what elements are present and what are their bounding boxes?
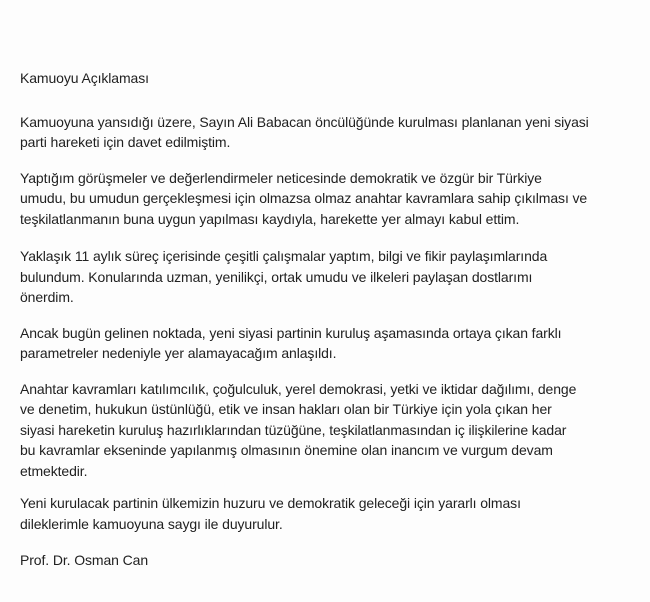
paragraph-line: siyasi hareketin kuruluş hazırlıklarından tüzüğüne, teşkilatlanmasından iç ilişkilerine kadar: [20, 421, 567, 438]
document-title: Kamuoyu Açıklaması: [20, 70, 149, 86]
paragraph-key-concepts: [20, 379, 632, 482]
paragraph-line: Yeni kurulacak partinin ülkemizin huzuru ve demokratik geleceği için yararlı olması: [20, 495, 521, 511]
paragraph-line: Yaptığım görüşmeler ve değerlendirmeler neticesinde demokratik ve özgür bir Türkiye: [20, 169, 542, 186]
paragraph-withdrawal: [20, 323, 632, 364]
paragraph-line: Yaklaşık 11 aylık süreç içerisinde çeşitli çalışmalar yaptım, bilgi ve fikir paylaşımlarında: [20, 248, 548, 264]
paragraph-invitation: [20, 112, 632, 153]
paragraph-line: parti hareketi için davet edilmiştim.: [20, 134, 231, 150]
paragraph-line: Kamuoyuna yansıdığı üzere, Sayın Ali Babacan öncülüğünde kurulması planlanan yeni siyasi: [20, 113, 589, 130]
paragraph-line: etmektedir.: [20, 462, 88, 479]
paragraph-acceptance: [20, 168, 632, 230]
paragraph-line: bulundum. Konularında uzman, yenilikçi, ortak umudu ve ilkeleri paylaşan dostlarımı: [20, 268, 533, 285]
paragraph-line: dileklerimle kamuoyuna saygı ile duyurulur.: [20, 515, 283, 532]
paragraph-work-done: [20, 246, 632, 308]
paragraph-closing-wishes: [20, 493, 632, 534]
paragraph-line: Anahtar kavramları katılımcılık, çoğulculuk, yerel demokrasi, yetki ve iktidar dağılımı, denge: [20, 380, 577, 397]
paragraph-line: bu kavramlar ekseninde yapılanmış olmasının önemine olan inancım ve vurgum devam: [20, 442, 553, 458]
paragraph-line: umudu, bu umudun gerçekleşmesi için olmazsa olmaz anahtar kavramlara sahip çıkılması ve: [20, 190, 588, 206]
paragraph-line: ve denetim, hukukun üstünlüğü, etik ve insan hakları olan bir Türkiye için yola çıkan her: [20, 401, 552, 417]
paragraph-line: teşkilatlanmanın buna uygun yapılması kaydıyla, harekette yer almayı kabul ettim.: [20, 210, 520, 227]
paragraph-line: önerdim.: [20, 289, 74, 305]
paragraph-line: Ancak bugün gelinen noktada, yeni siyasi partinin kuruluş aşamasında ortaya çıkan farklı: [20, 324, 562, 341]
signature: Prof. Dr. Osman Can: [20, 552, 149, 568]
paragraph-line: parametreler nedeniyle yer alamayacağım anlaşıldı.: [20, 345, 337, 361]
